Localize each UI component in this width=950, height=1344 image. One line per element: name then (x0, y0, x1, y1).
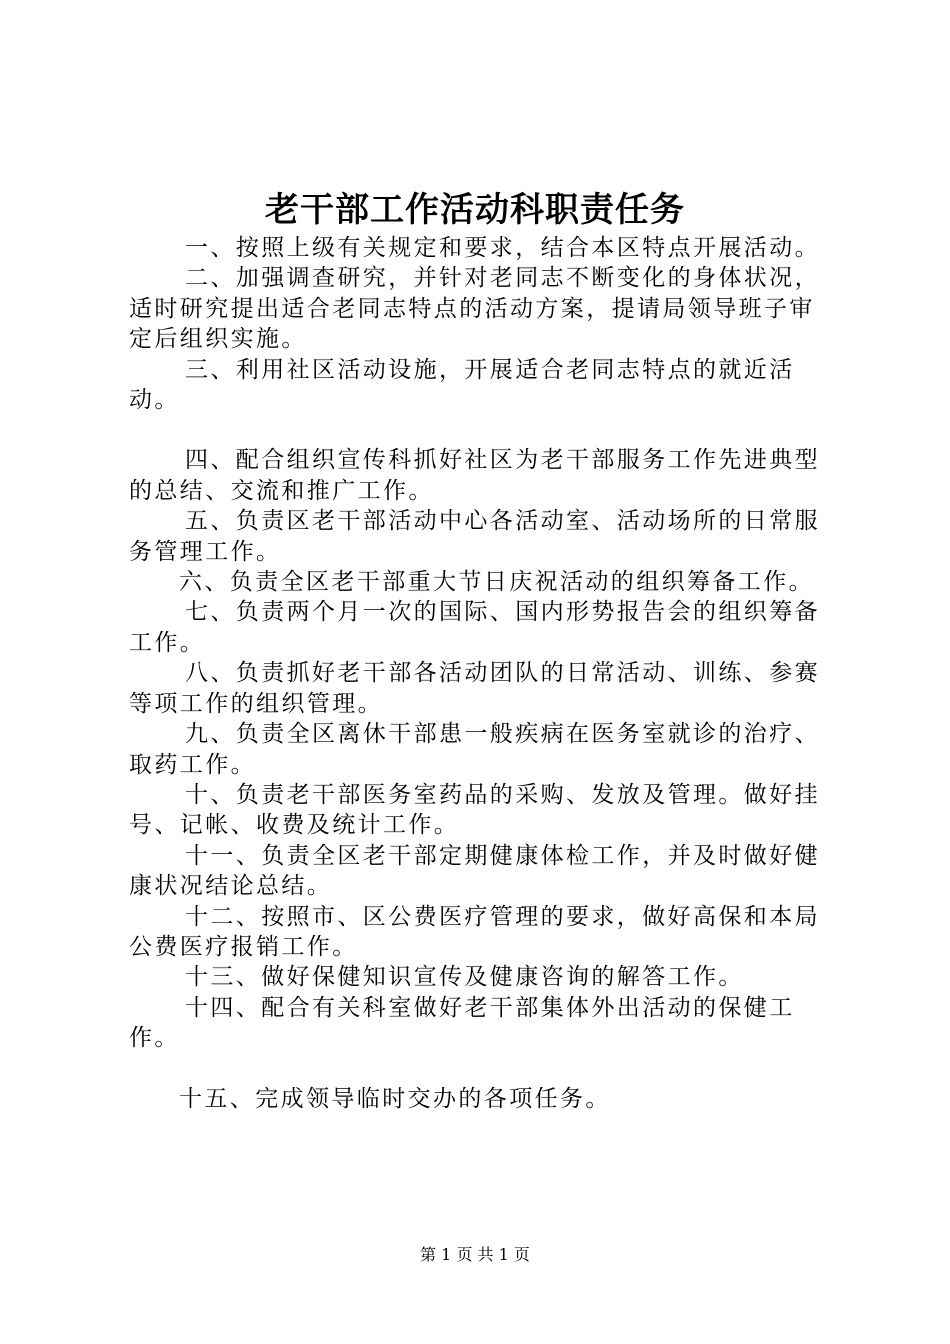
paragraph-5: 五、负责区老干部活动中心各活动室、活动场所的日常服务管理工作。 (129, 508, 820, 565)
paragraph-8: 八、负责抓好老干部各活动团队的日常活动、训练、参赛等项工作的组织管理。 (129, 660, 820, 717)
paragraph-10: 十、负责老干部医务室药品的采购、发放及管理。做好挂号、记帐、收费及统计工作。 (129, 781, 820, 839)
paragraph-1: 一、按照上级有关规定和要求，结合本区特点开展活动。 (185, 235, 820, 261)
document-body (129, 233, 839, 1114)
paragraph-15: 十五、完成领导临时交办的各项任务。 (179, 1085, 611, 1112)
page-footer: 第 1 页 共 1 页 (420, 1245, 530, 1264)
paragraph-11: 十一、负责全区老干部定期健康体检工作，并及时做好健康状况结论总结。 (129, 842, 820, 900)
paragraph-3: 三、利用社区活动设施，开展适合老同志特点的就近活动。 (129, 356, 795, 414)
paragraph-12: 十二、按照市、区公费医疗管理的要求，做好高保和本局公费医疗报销工作。 (129, 903, 820, 960)
document-title: 老干部工作活动科职责任务 (265, 190, 685, 230)
paragraph-7: 七、负责两个月一次的国际、国内形势报告会的组织筹备工作。 (129, 599, 820, 656)
paragraph-13: 十三、做好保健知识宣传及健康咨询的解答工作。 (185, 964, 744, 991)
paragraph-2: 二、加强调查研究，并针对老同志不断变化的身体状况，适时研究提出适合老同志特点的活动方案，提请局领导班子审定后组织实施。 (129, 265, 820, 353)
paragraph-14: 十四、配合有关科室做好老干部集体外出活动的保健工作。 (129, 994, 795, 1052)
paragraph-9: 九、负责全区离休干部患一般疾病在医务室就诊的治疗、取药工作。 (129, 721, 820, 778)
paragraph-6: 六、负责全区老干部重大节日庆祝活动的组织筹备工作。 (179, 569, 814, 596)
paragraph-4: 四、配合组织宣传科抓好社区为老干部服务工作先进典型的总结、交流和推广工作。 (129, 447, 820, 504)
